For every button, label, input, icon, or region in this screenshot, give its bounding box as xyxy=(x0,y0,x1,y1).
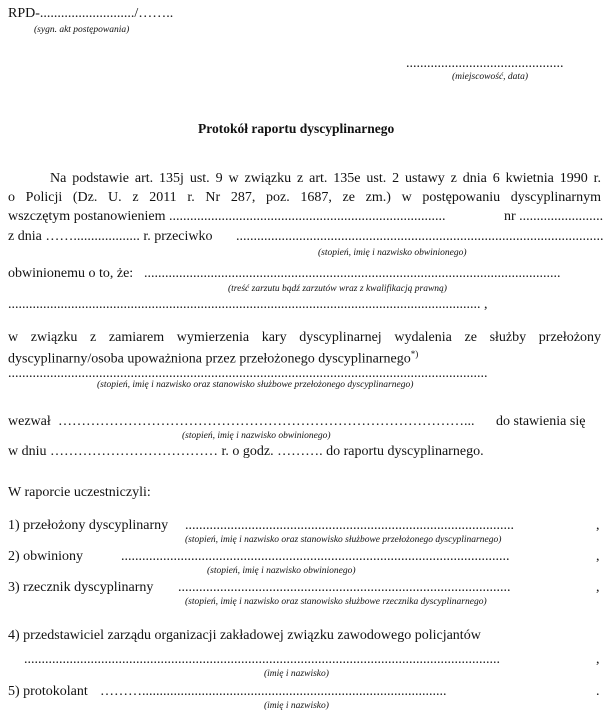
summons-dots: ……………………………………………………………………………... xyxy=(58,414,475,429)
accused-caption: (stopień, imię i nazwisko obwinionego) xyxy=(318,248,467,258)
superior-line-1: w związku z zamiarem wymierzenia kary dyscyplinarnej wydalenia ze służby przełożony xyxy=(8,330,601,345)
participant-dots: .............................................................................................. xyxy=(185,518,514,533)
participant-label: 3) rzecznik dyscyplinarny xyxy=(8,580,154,595)
footnote-mark: *) xyxy=(410,349,419,359)
intro-line-2: o Policji (Dz. U. z 2011 r. Nr 287, poz. 1687, ze zm.) w postępowaniu dyscyplinarnym xyxy=(8,190,601,205)
participant-label: 4) przedstawiciel zarządu organizacji zakładowej związku zawodowego policjantów xyxy=(8,628,481,643)
intro-line-5-text: obwinionemu o to, że: xyxy=(8,266,134,281)
intro-line-6: ....................................................................................................................................... , xyxy=(8,297,488,312)
participant-label: 2) obwiniony xyxy=(8,549,84,564)
superior-caption: (stopień, imię i nazwisko oraz stanowisko służbowe przełożonego dyscyplinarnego) xyxy=(97,380,414,390)
summons-line-2: w dniu ……………………………… r. o godz. ………. do raportu dyscyplinarnego. xyxy=(8,444,484,459)
participant-dots: ............................................................................................... xyxy=(178,580,511,595)
participant-dots: ........................................................................................................................................ xyxy=(24,652,500,667)
participant-caption: (stopień, imię i nazwisko oraz stanowisko służbowe przełożonego dyscyplinarnego) xyxy=(185,535,502,545)
intro-line-4-text: z dnia ……................... r. przeciwko xyxy=(8,229,213,244)
superior-line-2: dyscyplinarny/osoba upoważniona przez przełożonego dyscyplinarnego*) xyxy=(8,349,419,367)
intro-line-3-text: wszczętym postanowieniem ............................................................................... xyxy=(8,209,446,224)
participant-label: 1) przełożony dyscyplinarny xyxy=(8,518,169,533)
place-date-field: ............................................. xyxy=(406,56,564,71)
intro-line-3-nr: nr ........................ xyxy=(504,209,604,224)
participant-end: , xyxy=(596,652,600,667)
participant-end: , xyxy=(596,580,600,595)
case-number: RPD-.........................../…….. xyxy=(8,6,174,21)
superior-dots: ......................................................................................................................................... xyxy=(8,366,488,381)
summons-verb: wezwał xyxy=(8,414,51,429)
charge-caption: (treść zarzutu bądź zarzutów wraz z kwalifikacją prawną) xyxy=(228,284,447,294)
participant-end: , xyxy=(596,518,600,533)
case-number-caption: (sygn. akt postępowania) xyxy=(34,25,130,35)
place-date-caption: (miejscowość, data) xyxy=(452,72,528,82)
participant-caption: (imię i nazwisko) xyxy=(264,701,329,711)
participant-caption: (imię i nazwisko) xyxy=(264,669,329,679)
summons-end: do stawienia się xyxy=(496,414,586,429)
participant-caption: (stopień, imię i nazwisko obwinionego) xyxy=(207,566,356,576)
intro-line-5-dots: ....................................................................................................................... xyxy=(144,266,561,281)
participant-end: . xyxy=(596,684,600,699)
participant-dots: ………....................................................................................... xyxy=(100,684,447,699)
intro-line-1: Na podstawie art. 135j ust. 9 w związku z art. 135e ust. 2 ustawy z dnia 6 kwietnia 1990 r. xyxy=(50,171,601,186)
participant-caption: (stopień, imię i nazwisko oraz stanowisko służbowe rzecznika dyscyplinarnego) xyxy=(185,597,487,607)
participant-dots: ............................................................................................................... xyxy=(121,549,510,564)
participant-end: , xyxy=(596,549,600,564)
summons-caption: (stopień, imię i nazwisko obwinionego) xyxy=(182,431,331,441)
intro-line-4-dots: ......................................................................................................... xyxy=(236,229,604,244)
participants-heading: W raporcie uczestniczyli: xyxy=(8,485,151,500)
participant-label: 5) protokolant xyxy=(8,684,88,699)
document-title: Protokół raportu dyscyplinarnego xyxy=(198,121,395,136)
